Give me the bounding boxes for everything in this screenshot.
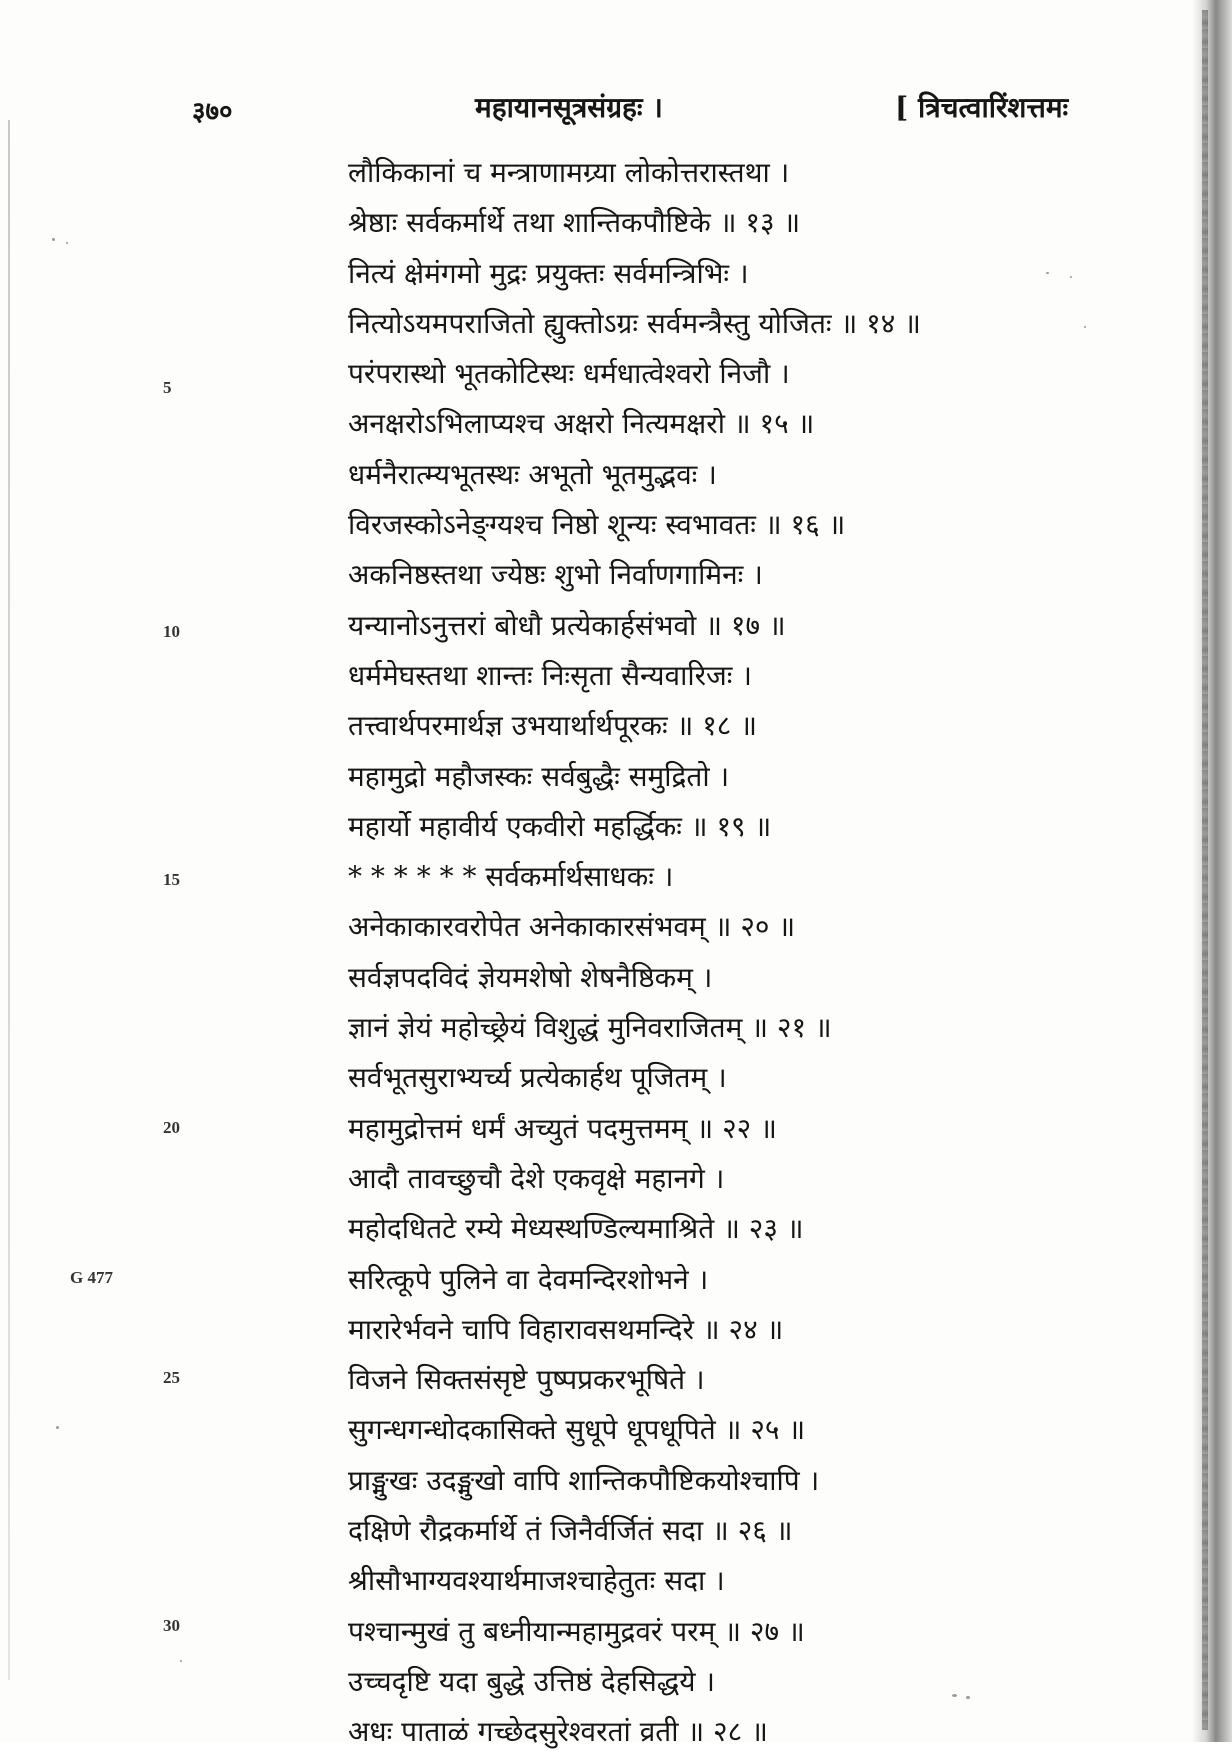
verse-line: तत्त्वार्थपरमार्थज्ञ उभयार्थार्थपूरकः ॥ १८ ॥	[348, 709, 758, 743]
scan-speck	[1046, 272, 1049, 274]
line-number-25: 25	[163, 1368, 180, 1387]
verse-line: महोदधितटे रम्ये मेध्यस्थण्डिल्यमाश्रिते ॥ २३ ॥	[348, 1212, 804, 1246]
verse-line: विरजस्कोऽनेङ्ग्यश्च निष्ठो शून्यः स्वभावतः ॥ १६ ॥	[348, 508, 846, 542]
verse-line: श्रेष्ठाः सर्वकर्मार्थे तथा शान्तिकपौष्टिके ॥ १३ ॥	[348, 206, 801, 240]
scan-speck	[56, 1426, 59, 1429]
verse-line: उच्चदृष्टि यदा बुद्धे उत्तिष्ठं देहसिद्धये ।	[348, 1664, 715, 1698]
line-number-5: 5	[163, 378, 172, 397]
scan-speck	[1084, 326, 1086, 328]
verse-line: पश्चान्मुखं तु बध्नीयान्महामुद्रवरं परम् ॥ २७ ॥	[348, 1614, 805, 1648]
line-number-15: 15	[163, 870, 180, 889]
verse-line: सरित्कूपे पुलिने वा देवमन्दिरशोभने ।	[348, 1262, 709, 1296]
verse-line: आदौ तावच्छुचौ देशे एकवृक्षे महानगे ।	[348, 1161, 725, 1195]
verse-line: महार्यो महावीर्य एकवीरो महर्द्धिकः ॥ १९ ॥	[348, 809, 772, 843]
scan-speck	[1070, 276, 1072, 278]
verse-line: नित्यं क्षेमंगमो मुद्रः प्रयुक्तः सर्वमन्त्रिभिः ।	[348, 256, 749, 290]
line-number-20: 20	[163, 1118, 180, 1137]
verse-line: लौकिकानां च मन्त्राणामग्र्या लोकोत्तरास्तथा ।	[348, 156, 790, 189]
verse-line: अनेकाकारवरोपेत अनेकाकारसंभवम् ॥ २० ॥	[348, 910, 796, 944]
scan-speck	[952, 1694, 957, 1697]
verse-line: अकनिष्ठस्तथा ज्येष्ठः शुभो निर्वाणगामिनः ।	[348, 558, 763, 592]
page-number: ३७०	[192, 97, 233, 127]
verse-line: महामुद्रो महौजस्कः सर्वबुद्धैः समुद्रितो ।	[348, 759, 730, 793]
scan-speck	[966, 1696, 970, 1699]
verse-line: प्राङ्मुखः उदङ्मुखो वापि शान्तिकपौष्टिकयोश्चापि ।	[348, 1463, 820, 1497]
margin-line-numbers	[0, 0, 240, 1742]
scan-speck	[66, 242, 68, 244]
verse-line: श्रीसौभाग्यवश्यार्थमाजश्चाहेतुतः सदा ।	[348, 1564, 725, 1598]
scan-speck	[52, 238, 55, 241]
verse-line: अधः पाताळं गच्छेदसुरेश्वरतां व्रती ॥ २८ ॥	[348, 1715, 768, 1749]
right-scan-edge	[1192, 0, 1232, 1742]
verse-line: सर्वभूतसुराभ्यर्च्य प्रत्येकार्हथ पूजितम् ।	[348, 1061, 727, 1095]
verse-block	[348, 148, 1028, 1758]
verse-line: अनक्षरोऽभिलाप्यश्च अक्षरो नित्यमक्षरो ॥ १५ ॥	[348, 407, 815, 441]
verse-line: यन्यानोऽनुत्तरां बोधौ प्रत्येकार्हसंभवो ॥ १७ ॥	[348, 608, 786, 642]
verse-line: * * * * * * सर्वकर्मार्थसाधकः ।	[348, 860, 674, 894]
verse-line: महामुद्रोत्तमं धर्मं अच्युतं पदमुत्तमम् ॥ २२ ॥	[348, 1111, 777, 1145]
line-number-30: 30	[163, 1616, 180, 1635]
verse-line: सुगन्धगन्धोदकासिक्ते सुधूपे धूपधूपिते ॥ २५ ॥	[348, 1413, 806, 1447]
verse-line: विजने सिक्तसंसृष्टे पुष्पप्रकरभूषिते ।	[348, 1363, 705, 1397]
verse-line: नित्योऽयमपराजितो ह्युक्तोऽग्रः सर्वमन्त्रैस्तु योजितः ॥ १४ ॥	[348, 306, 921, 340]
section-title: [ त्रिचत्वारिंशत्तमः	[895, 91, 1069, 124]
verse-line: धर्ममेघस्तथा शान्तः निःसृता सैन्यवारिजः ।	[348, 658, 752, 692]
scan-speck	[180, 1660, 182, 1662]
verse-line: धर्मनैरात्म्यभूतस्थः अभूतो भूतमुद्भवः ।	[348, 457, 717, 491]
running-title: महायानसूत्रसंग्रहः ।	[475, 91, 663, 124]
verse-line: सर्वज्ञपदविदं ज्ञेयमशेषो शेषनैष्ठिकम् ।	[348, 960, 713, 994]
verse-line: मारारेर्भवने चापि विहारावसथमन्दिरे ॥ २४ ॥	[348, 1312, 784, 1346]
verse-line: परंपरास्थो भूतकोटिस्थः धर्मधात्वेश्वरो निजौ ।	[348, 357, 790, 391]
verse-line: ज्ञानं ज्ञेयं महोच्छ्रेयं विशुद्धं मुनिवराजितम् ॥ २१ ॥	[348, 1011, 832, 1045]
right-scan-edge-strip	[1202, 10, 1208, 1730]
verse-line: दक्षिणे रौद्रकर्मार्थे तं जिनैर्वर्जितं सदा ॥ २६ ॥	[348, 1514, 793, 1548]
line-number-10: 10	[163, 622, 180, 641]
manuscript-reference: G 477	[70, 1268, 113, 1287]
